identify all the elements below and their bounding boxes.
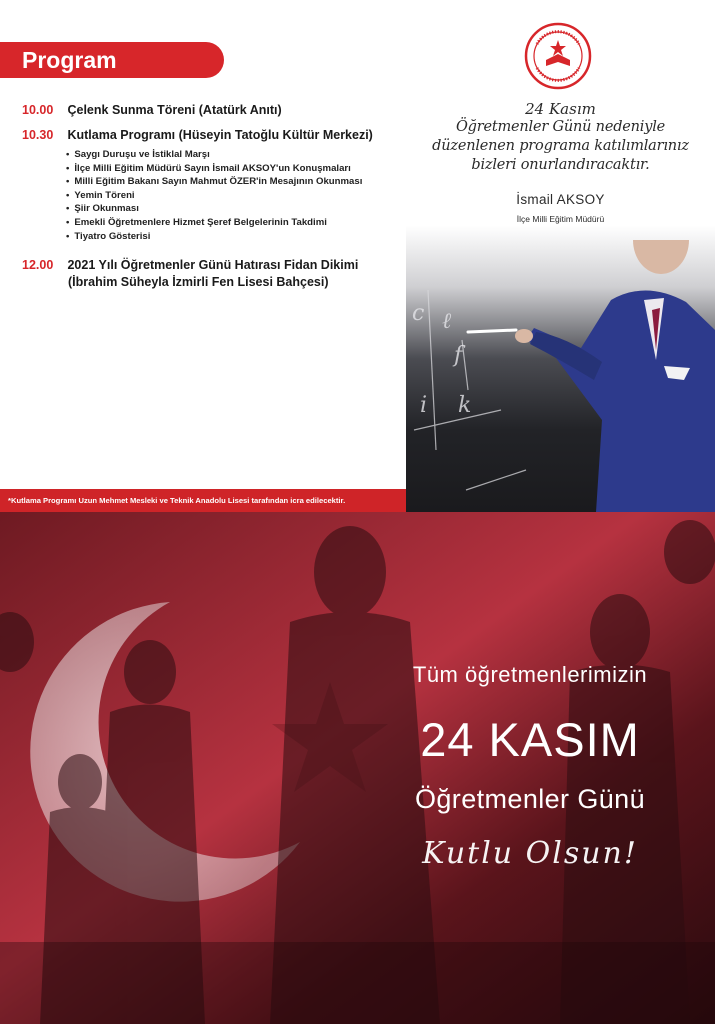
- bullet-item: • Saygı Duruşu ve İstiklal Marşı: [66, 148, 407, 162]
- schedule-title-3: 2021 Yılı Öğretmenler Günü Hatırası Fidan Dikimi: [67, 258, 359, 273]
- chalk-strokes: [414, 290, 526, 490]
- invitation-line: düzenlenen programa katılımlarınız: [432, 138, 689, 154]
- chalk-letter: i: [420, 393, 428, 418]
- chalk-letter: c: [412, 301, 425, 326]
- schedule-subtitle-3: (İbrahim Süheyla İzmirli Fen Lisesi Bahçesi): [68, 275, 329, 290]
- schedule-time-1: 10.00: [22, 103, 54, 117]
- greeting-headline: 24 KASIM: [420, 713, 640, 766]
- bullet-item: • Milli Eğitim Bakanı Sayın Mahmut ÖZER'in Mesajının Okunması: [66, 175, 407, 189]
- greeting-signature: Kutlu Olsun!: [422, 836, 638, 871]
- program-footnote: *Kutlama Programı Uzun Mehmet Mesleki ve Teknik Anadolu Lisesi tarafından icra edilecektir.: [0, 489, 406, 512]
- bullet-item: • Yemin Töreni: [66, 189, 407, 203]
- invitation-line: Öğretmenler Günü nedeniyle: [455, 119, 666, 135]
- invitation-panel: [406, 0, 715, 512]
- invitation-line: bizleri onurlandıracaktır.: [471, 157, 650, 173]
- chalk-letter: k: [458, 393, 472, 418]
- greeting-line-3: Öğretmenler Günü: [414, 784, 645, 814]
- chalk-letter: ℓ: [442, 309, 452, 334]
- invitation-date: 24 Kasım: [525, 100, 596, 118]
- schedule-bullet-list: [22, 148, 407, 243]
- teacher-figure-illustration: [468, 240, 715, 512]
- schedule-item-2: [22, 127, 407, 243]
- signer-title: İlçe Milli Eğitim Müdürü: [516, 214, 605, 224]
- invitation-text: [406, 100, 715, 175]
- schedule-title-2: Kutlama Programı (Hüseyin Tatoğlu Kültür Merkezi): [67, 128, 373, 142]
- schedule-item-1: [22, 102, 407, 119]
- schedule-time-2: 10.30: [22, 128, 54, 142]
- bullet-item: • İlçe Milli Eğitim Müdürü Sayın İsmail AKSOY'un Konuşmaları: [66, 162, 407, 176]
- schedule-time-3: 12.00: [22, 258, 54, 273]
- chalk-letter: f: [454, 343, 463, 368]
- signer-name: İsmail AKSOY: [516, 192, 605, 207]
- program-heading: Program: [0, 42, 224, 78]
- bullet-item: • Şiir Okunması: [66, 202, 407, 216]
- schedule-title-1: Çelenk Sunma Töreni (Atatürk Anıtı): [67, 103, 282, 117]
- program-schedule: [22, 102, 407, 299]
- meb-seal-icon: [524, 22, 592, 90]
- chalkboard-illustration: [406, 240, 715, 512]
- bullet-item: • Tiyatro Gösterisi: [66, 230, 407, 244]
- greeting-line-1: Tüm öğretmenlerimizin: [412, 662, 648, 687]
- bullet-item: • Emekli Öğretmenlere Hizmet Şeref Belgelerinin Takdimi: [66, 216, 407, 230]
- schedule-item-3: [22, 257, 407, 291]
- greeting-section: [0, 512, 715, 1024]
- chalk-letters: [412, 301, 471, 418]
